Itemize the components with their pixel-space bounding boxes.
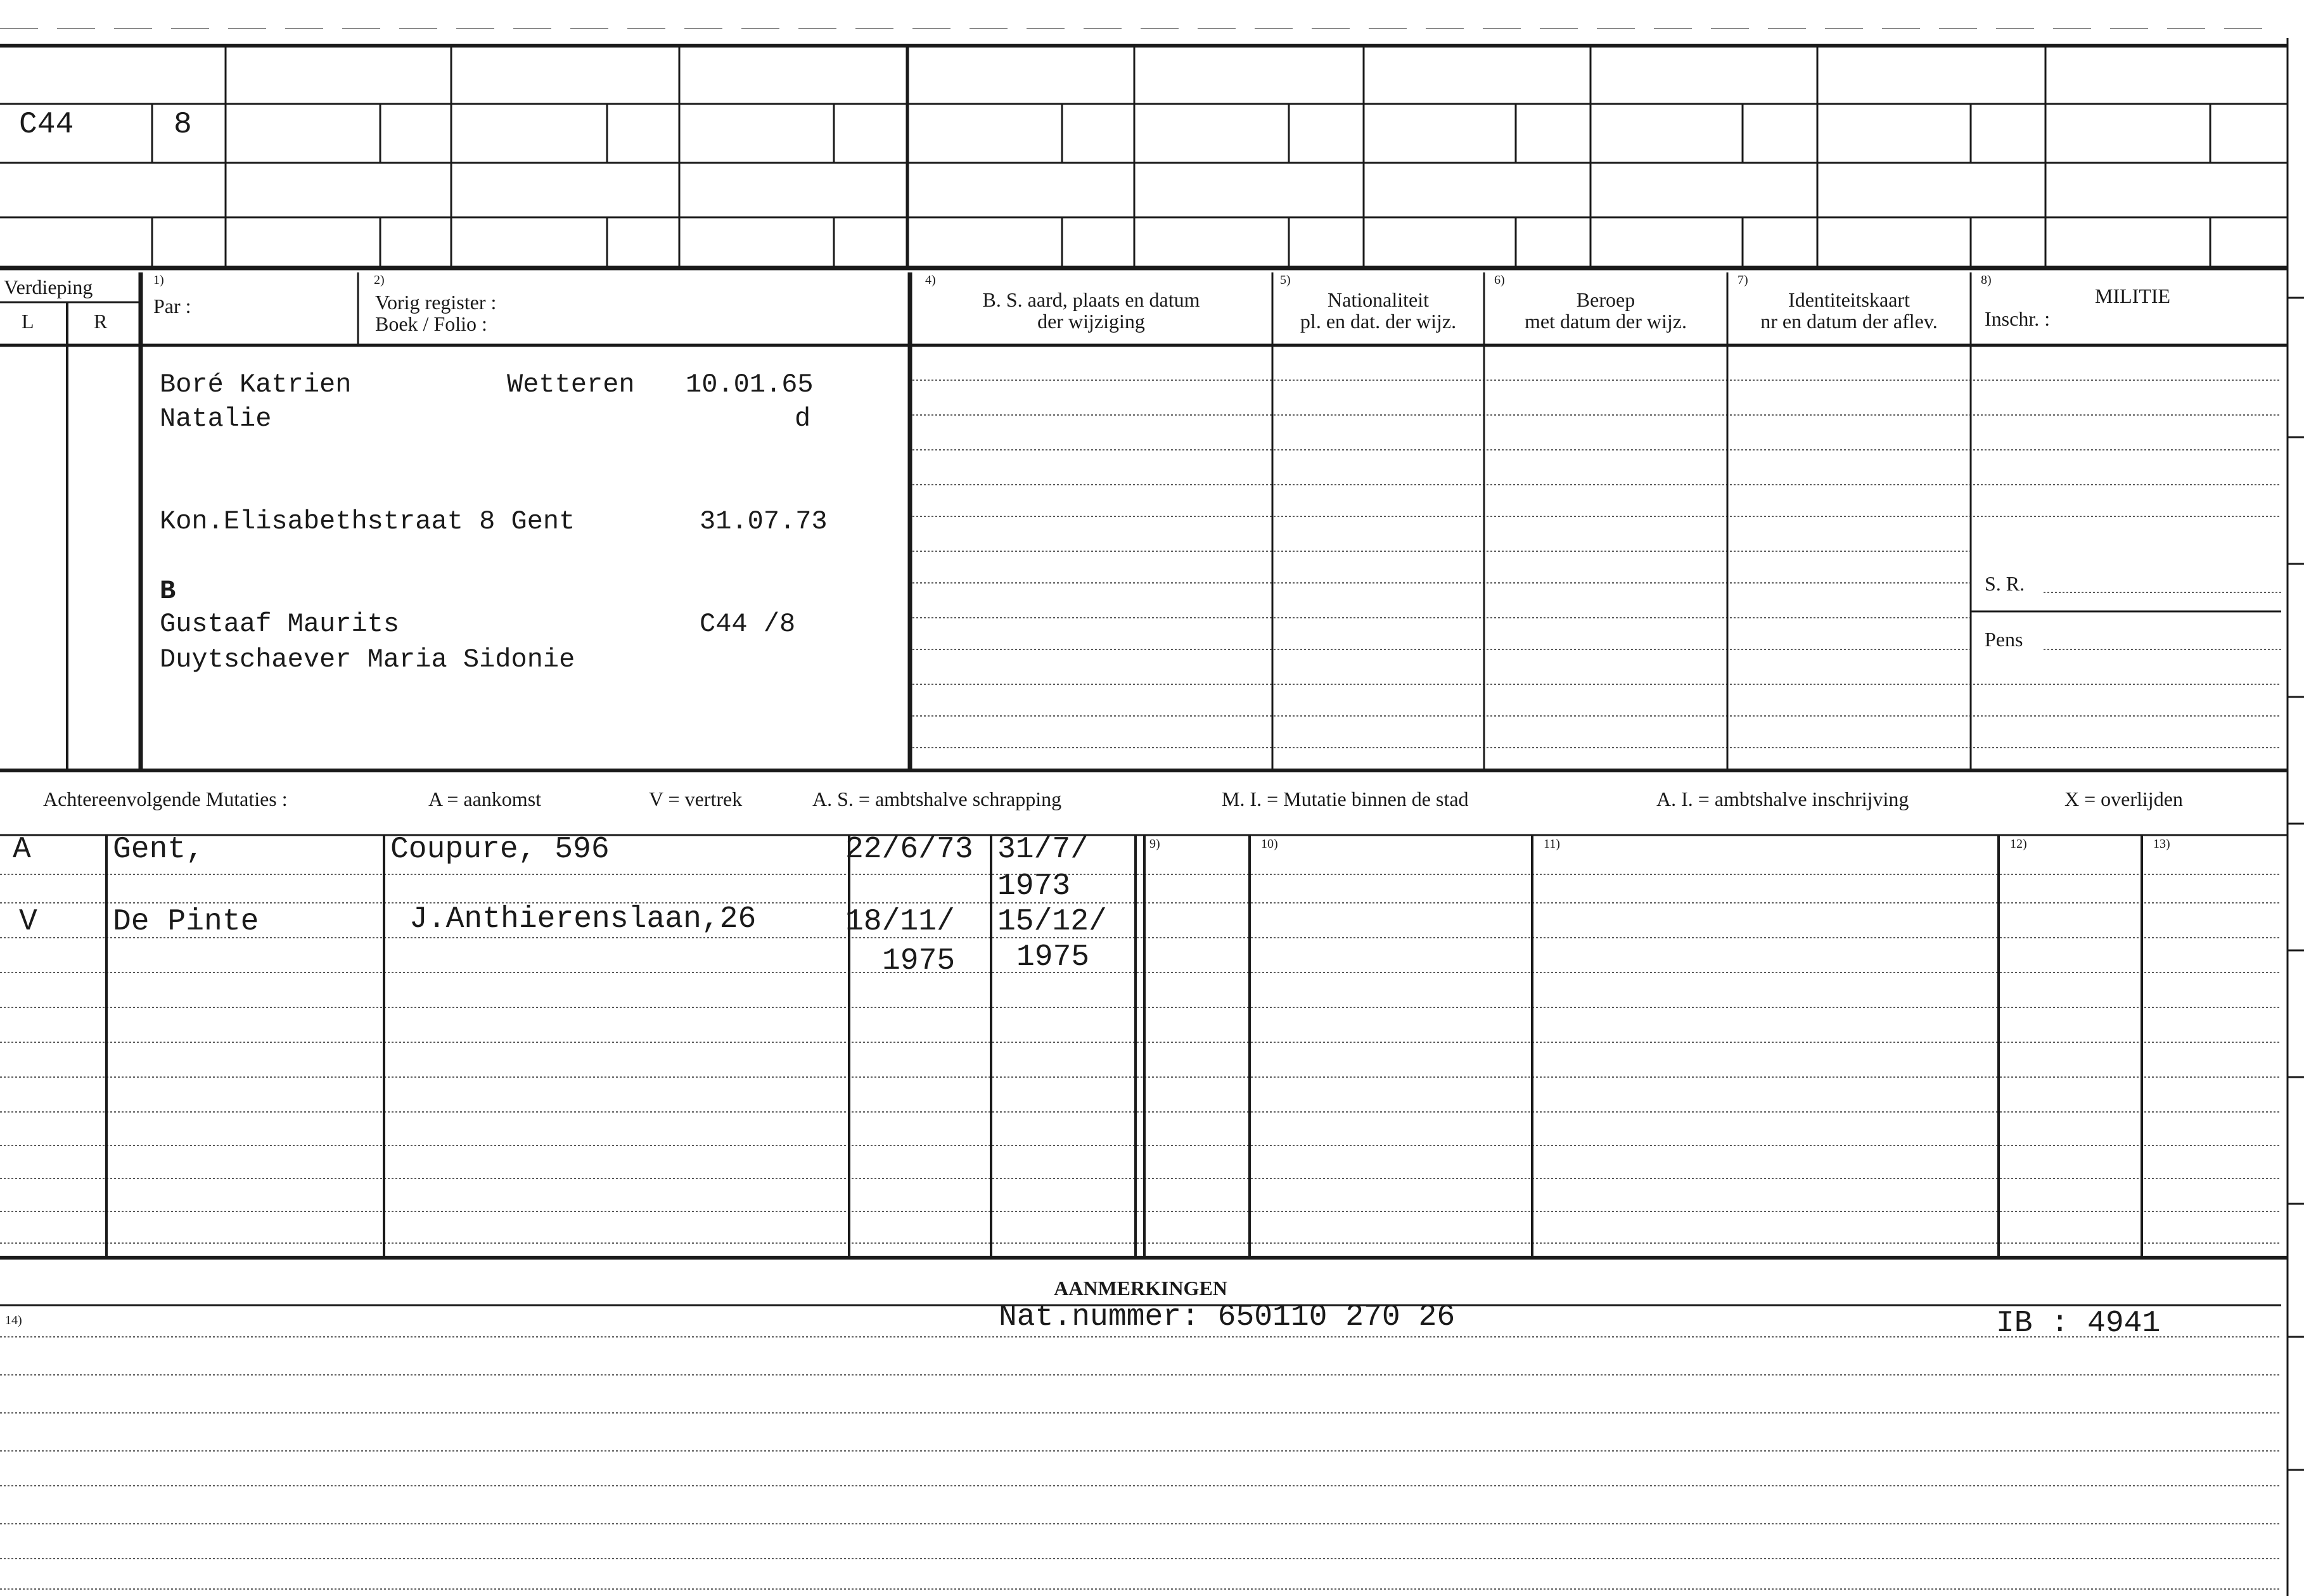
mutation-col-10: 10) bbox=[1261, 837, 1278, 851]
legend-x: X = overlijden bbox=[2064, 788, 2183, 810]
mutation-2-date2-line1: 15/12/ bbox=[997, 905, 1107, 939]
header-sup-2: 2) bbox=[374, 273, 385, 287]
remarks-nat-nummer: Nat.nummer: 650110 270 26 bbox=[999, 1300, 1456, 1334]
person-name-line1: Boré Katrien bbox=[160, 369, 352, 400]
mutation-1-date2-line2: 1973 bbox=[997, 869, 1071, 903]
person-name-line2: Natalie bbox=[160, 404, 272, 434]
mutation-2-street: J.Anthierenslaan,26 bbox=[409, 902, 757, 936]
mutation-col-9: 9) bbox=[1149, 837, 1160, 851]
person-status: B bbox=[160, 576, 176, 606]
mutation-1-date1: 22/6/73 bbox=[845, 833, 973, 867]
legend-a: A = aankomst bbox=[428, 788, 542, 810]
header-bs-sub: der wijziging bbox=[1037, 310, 1145, 333]
header-bs: B. S. aard, plaats en datum bbox=[982, 288, 1200, 311]
header-vorig-register: Vorig register : bbox=[375, 291, 497, 314]
person-birthplace: Wetteren bbox=[507, 369, 635, 400]
mutation-col-11: 11) bbox=[1544, 837, 1560, 851]
label-sr: S. R. bbox=[1985, 572, 2025, 595]
header-col-r: R bbox=[94, 310, 108, 333]
mutation-2-type: V bbox=[19, 905, 37, 939]
remarks-ib: IB : 4941 bbox=[1996, 1306, 2161, 1341]
header-sup-6: 6) bbox=[1494, 273, 1505, 287]
header-identiteitskaart-sub: nr en datum der aflev. bbox=[1760, 310, 1938, 333]
person-reference: C44 /8 bbox=[700, 609, 796, 639]
header-boek-folio: Boek / Folio : bbox=[375, 312, 487, 335]
header-col-l: L bbox=[22, 310, 34, 333]
mutation-2-date1-line2: 1975 bbox=[882, 944, 956, 978]
person-father: Gustaaf Maurits bbox=[160, 609, 400, 639]
header-sup-8: 8) bbox=[1981, 273, 1992, 287]
header-nationaliteit: Nationaliteit bbox=[1328, 288, 1429, 311]
legend-mi: M. I. = Mutatie binnen de stad bbox=[1222, 788, 1469, 810]
person-birthdate: 10.01.65 bbox=[686, 369, 814, 400]
card-code: C44 bbox=[19, 108, 74, 142]
person-address-date: 31.07.73 bbox=[700, 506, 828, 537]
header-par: Par : bbox=[153, 295, 191, 317]
legend-as: A. S. = ambtshalve schrapping bbox=[812, 788, 1062, 810]
header-verdieping: Verdieping bbox=[4, 276, 93, 298]
label-pens: Pens bbox=[1985, 628, 2023, 651]
person-sex: d bbox=[795, 404, 811, 434]
card-number: 8 bbox=[174, 108, 192, 142]
legend-v: V = vertrek bbox=[649, 788, 743, 810]
header-sup-4: 4) bbox=[925, 273, 936, 287]
header-sup-5: 5) bbox=[1280, 273, 1291, 287]
mutation-col-12: 12) bbox=[2010, 837, 2027, 851]
header-militie: MILITIE bbox=[2095, 284, 2171, 307]
legend-title: Achtereenvolgende Mutaties : bbox=[43, 788, 288, 810]
person-address: Kon.Elisabethstraat 8 Gent bbox=[160, 506, 575, 537]
mutation-2-date1-line1: 18/11/ bbox=[845, 905, 955, 939]
header-sup-1: 1) bbox=[153, 273, 164, 287]
person-mother: Duytschaever Maria Sidonie bbox=[160, 644, 575, 675]
mutation-2-date2-line2: 1975 bbox=[1016, 940, 1090, 974]
remarks-title: AANMERKINGEN bbox=[1054, 1277, 1227, 1299]
mutation-2-place: De Pinte bbox=[113, 905, 259, 939]
mutation-1-type: A bbox=[13, 833, 31, 867]
legend-ai: A. I. = ambtshalve inschrijving bbox=[1656, 788, 1909, 810]
header-inschr: Inschr. : bbox=[1985, 307, 2051, 330]
mutation-1-street: Coupure, 596 bbox=[390, 833, 610, 867]
header-nationaliteit-sub: pl. en dat. der wijz. bbox=[1300, 310, 1457, 333]
header-beroep-sub: met datum der wijz. bbox=[1525, 310, 1687, 333]
remarks-sup-14: 14) bbox=[5, 1313, 22, 1327]
header-beroep: Beroep bbox=[1576, 288, 1635, 311]
mutation-1-place: Gent, bbox=[113, 833, 205, 867]
mutation-col-13: 13) bbox=[2153, 837, 2170, 851]
header-identiteitskaart: Identiteitskaart bbox=[1788, 288, 1910, 311]
mutation-1-date2-line1: 31/7/ bbox=[997, 833, 1089, 867]
header-sup-7: 7) bbox=[1738, 273, 1748, 287]
